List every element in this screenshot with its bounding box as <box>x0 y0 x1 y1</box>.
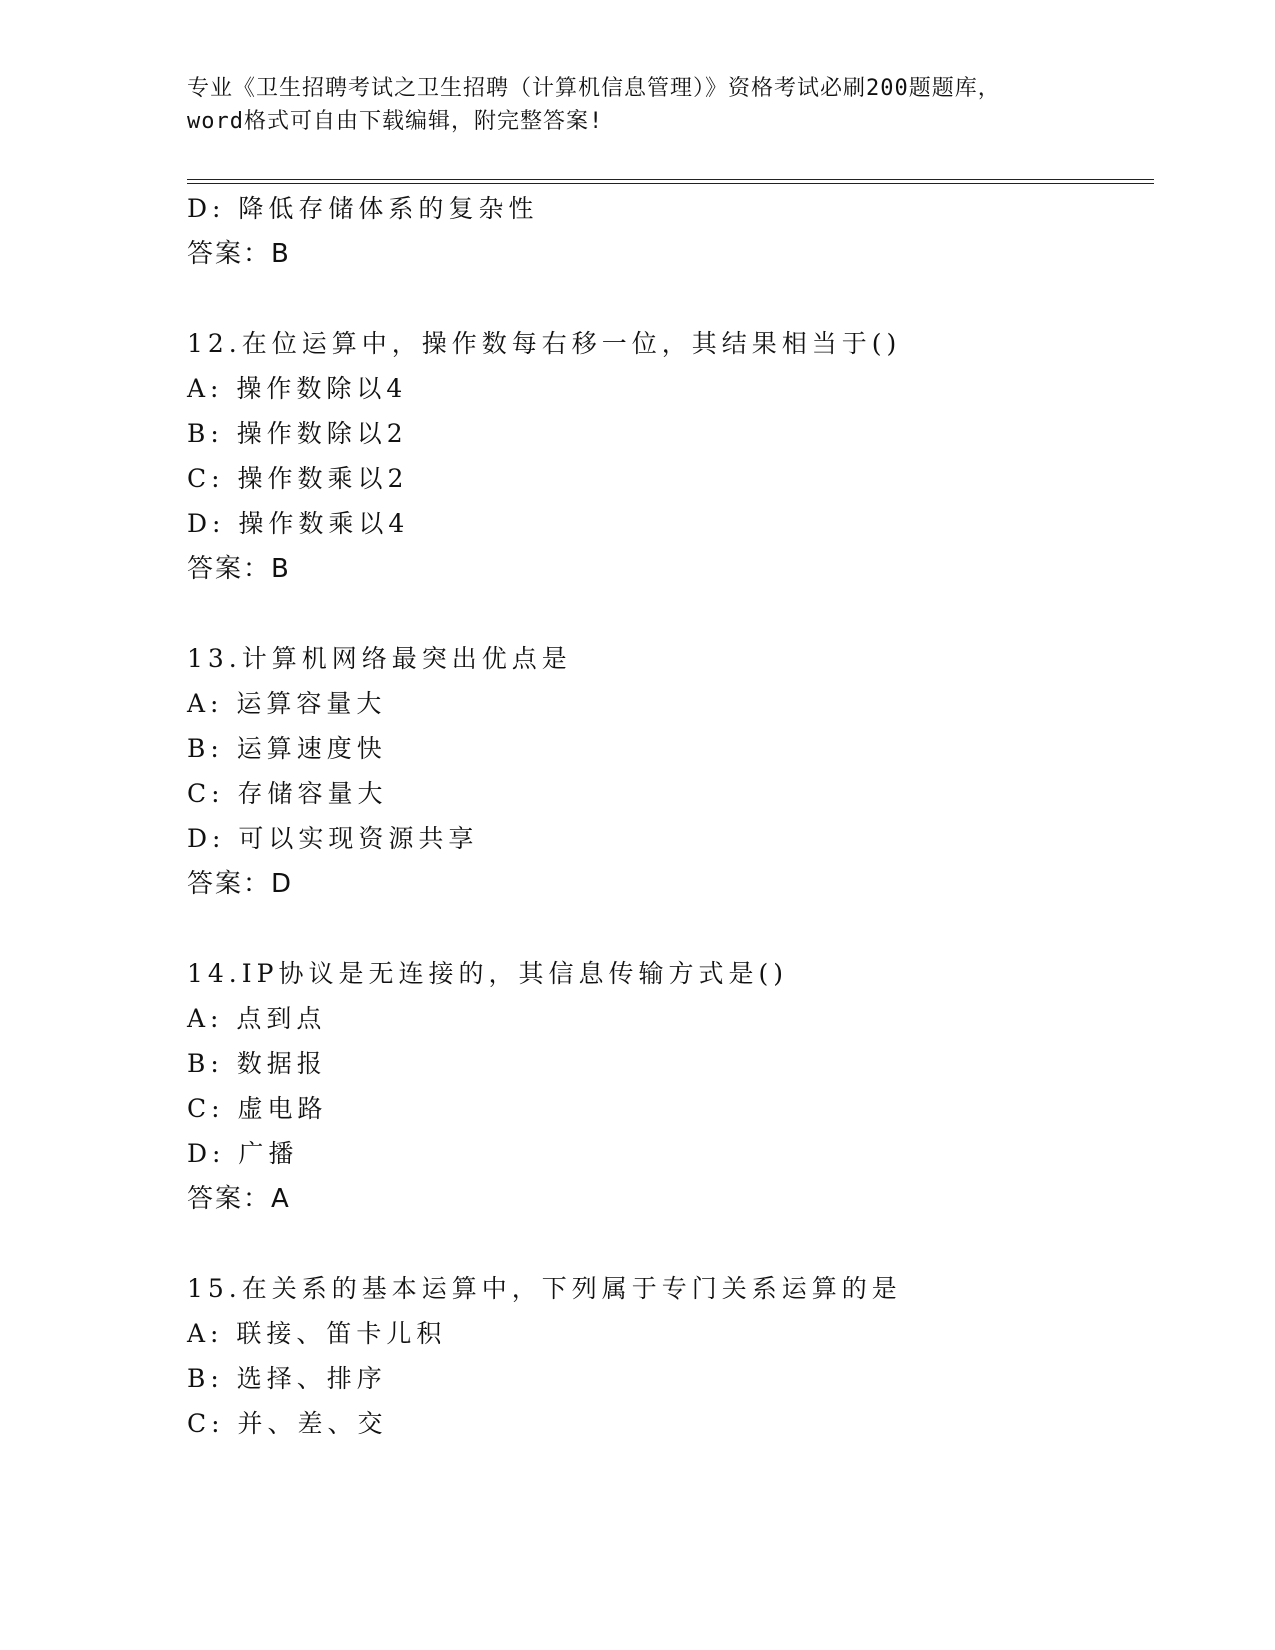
header-divider-bottom <box>187 183 1154 184</box>
option-b: B: 运算速度快 <box>187 734 387 763</box>
question-text: 13.计算机网络最突出优点是 <box>187 644 572 673</box>
question-block-11 <box>187 186 1167 278</box>
answer-line: 答案：A <box>187 1184 291 1214</box>
answer-line: 答案：B <box>187 554 291 584</box>
question-block-12 <box>187 321 1167 593</box>
option-d: D: 广播 <box>187 1139 299 1168</box>
answer-line: 答案：D <box>187 869 294 899</box>
option-c: C: 虚电路 <box>187 1094 328 1123</box>
option-c: C: 操作数乘以2 <box>187 464 409 493</box>
option-d: D: 可以实现资源共享 <box>187 824 479 853</box>
option-b: B: 数据报 <box>187 1049 327 1078</box>
option-c: C: 存储容量大 <box>187 779 388 808</box>
option-a: A: 点到点 <box>187 1004 327 1033</box>
option-c: C: 并、差、交 <box>187 1409 388 1438</box>
header-line-2: word格式可自由下载编辑，附完整答案! <box>187 109 604 134</box>
document-header <box>187 72 1107 138</box>
option-a: A: 操作数除以4 <box>187 374 408 403</box>
question-text: 12.在位运算中，操作数每右移一位，其结果相当于() <box>187 329 902 358</box>
header-divider-top <box>187 179 1154 180</box>
question-block-15 <box>187 1266 1167 1446</box>
option-d: D: 降低存储体系的复杂性 <box>187 194 539 223</box>
option-d: D: 操作数乘以4 <box>187 509 410 538</box>
question-block-14 <box>187 951 1167 1223</box>
option-a: A: 运算容量大 <box>187 689 387 718</box>
header-line-1: 专业《卫生招聘考试之卫生招聘（计算机信息管理）》资格考试必刷200题题库， <box>187 76 1001 101</box>
question-text: 14.IP协议是无连接的，其信息传输方式是() <box>187 959 788 988</box>
option-b: B: 选择、排序 <box>187 1364 387 1393</box>
question-list <box>187 186 1167 1446</box>
question-text: 15.在关系的基本运算中，下列属于专门关系运算的是 <box>187 1274 902 1303</box>
answer-line: 答案：B <box>187 239 291 269</box>
question-block-13 <box>187 636 1167 908</box>
option-a: A: 联接、笛卡儿积 <box>187 1319 447 1348</box>
option-b: B: 操作数除以2 <box>187 419 408 448</box>
